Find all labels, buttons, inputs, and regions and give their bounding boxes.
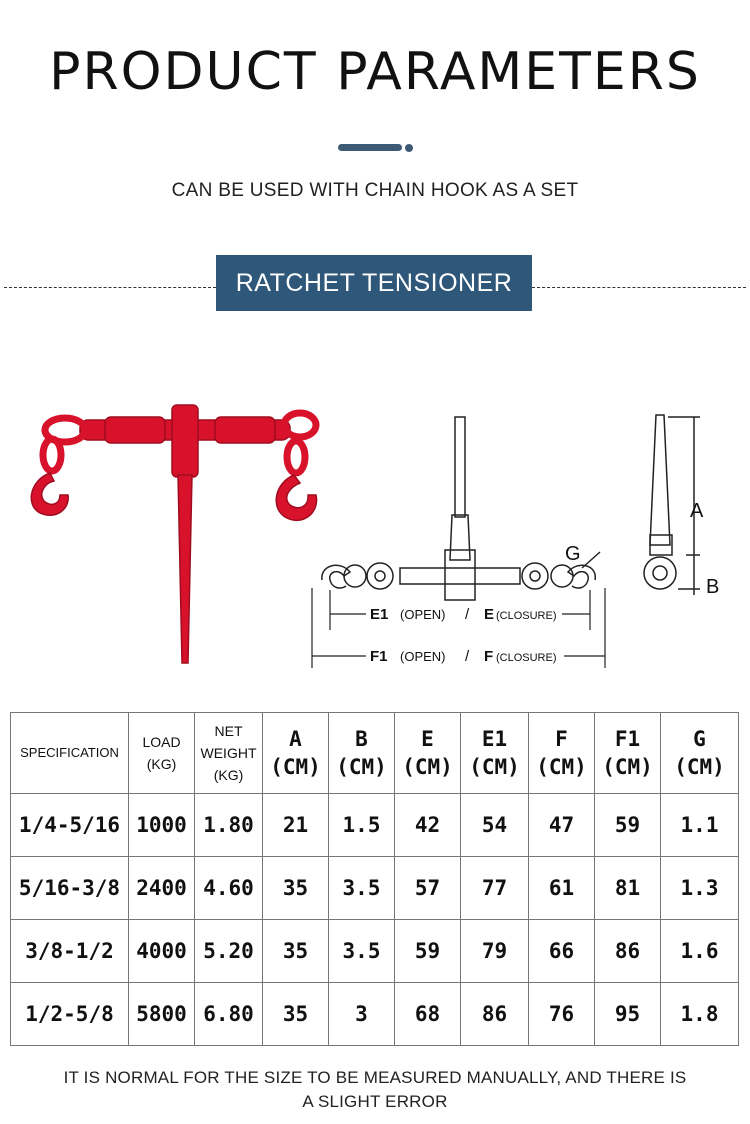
cell-e: 59: [395, 920, 461, 983]
cell-b: 1.5: [329, 794, 395, 857]
cell-f: 76: [529, 983, 595, 1046]
title-accent-bar: [338, 144, 402, 151]
cell-spec: 1/2-5/8: [11, 983, 129, 1046]
cell-g: 1.1: [661, 794, 739, 857]
header-net-weight: NET WEIGHT (KG): [195, 713, 263, 794]
cell-g: 1.3: [661, 857, 739, 920]
cell-load: 5800: [129, 983, 195, 1046]
ratchet-tensioner-photo: [20, 395, 320, 670]
cell-e1: 54: [461, 794, 529, 857]
cell-e1: 77: [461, 857, 529, 920]
cell-a: 35: [263, 920, 329, 983]
cell-f1: 95: [595, 983, 661, 1046]
cell-b: 3: [329, 983, 395, 1046]
title-accent-dot: [405, 144, 413, 152]
label-f: F: [484, 648, 494, 665]
cell-g: 1.6: [661, 920, 739, 983]
cell-spec: 1/4-5/16: [11, 794, 129, 857]
dimension-diagram: [300, 400, 620, 672]
label-f1: F1: [370, 648, 388, 665]
cell-f1: 81: [595, 857, 661, 920]
label-g: G: [565, 543, 581, 565]
header-f: F (CM): [529, 713, 595, 794]
header-e: E (CM): [395, 713, 461, 794]
table-row: [11, 794, 739, 857]
cell-e1: 79: [461, 920, 529, 983]
cell-e: 57: [395, 857, 461, 920]
measurement-footnote: IT IS NORMAL FOR THE SIZE TO BE MEASURED MANUALLY, AND THERE IS A SLIGHT ERROR: [63, 1068, 687, 1111]
cell-f1: 59: [595, 794, 661, 857]
label-e-open: (OPEN): [400, 607, 446, 622]
table-row: [11, 983, 739, 1046]
label-e-slash: /: [465, 606, 470, 623]
table-row: [11, 857, 739, 920]
label-f-closure: (CLOSURE): [496, 652, 557, 664]
cell-weight: 4.60: [195, 857, 263, 920]
header-load: LOAD (KG): [129, 713, 195, 794]
cell-e: 68: [395, 983, 461, 1046]
cell-g: 1.8: [661, 983, 739, 1046]
cell-b: 3.5: [329, 920, 395, 983]
header-f1: F1 (CM): [595, 713, 661, 794]
cell-spec: 5/16-3/8: [11, 857, 129, 920]
label-b: B: [706, 576, 720, 598]
header-a: A (CM): [263, 713, 329, 794]
label-e-closure: (CLOSURE): [496, 610, 557, 622]
cell-spec: 3/8-1/2: [11, 920, 129, 983]
cell-e: 42: [395, 794, 461, 857]
label-f-slash: /: [465, 648, 470, 665]
label-e1: E1: [370, 606, 389, 623]
header-specification: SPECIFICATION: [11, 713, 129, 794]
header-g: G (CM): [661, 713, 739, 794]
cell-weight: 5.20: [195, 920, 263, 983]
table-header-row: [11, 713, 739, 794]
cell-b: 3.5: [329, 857, 395, 920]
cell-a: 35: [263, 857, 329, 920]
section-banner: [216, 255, 532, 311]
cell-weight: 6.80: [195, 983, 263, 1046]
parameters-table: [10, 712, 739, 1046]
cell-a: 21: [263, 794, 329, 857]
cell-f: 66: [529, 920, 595, 983]
cell-e1: 86: [461, 983, 529, 1046]
cell-f: 61: [529, 857, 595, 920]
cell-f: 47: [529, 794, 595, 857]
divider-left: [4, 287, 216, 288]
cell-f1: 86: [595, 920, 661, 983]
page-subtitle: CAN BE USED WITH CHAIN HOOK AS A SET: [171, 180, 579, 201]
cell-load: 1000: [129, 794, 195, 857]
label-a: A: [690, 500, 704, 522]
side-view-diagram: [628, 405, 738, 605]
label-e: E: [484, 606, 495, 623]
divider-right: [532, 287, 746, 288]
label-f-open: (OPEN): [400, 649, 446, 664]
header-e1: E1 (CM): [461, 713, 529, 794]
cell-a: 35: [263, 983, 329, 1046]
page-title: PRODUCT PARAMETERS: [49, 42, 701, 102]
cell-load: 2400: [129, 857, 195, 920]
cell-weight: 1.80: [195, 794, 263, 857]
cell-load: 4000: [129, 920, 195, 983]
table-row: [11, 920, 739, 983]
header-b: B (CM): [329, 713, 395, 794]
section-banner-label: RATCHET TENSIONER: [235, 268, 513, 297]
